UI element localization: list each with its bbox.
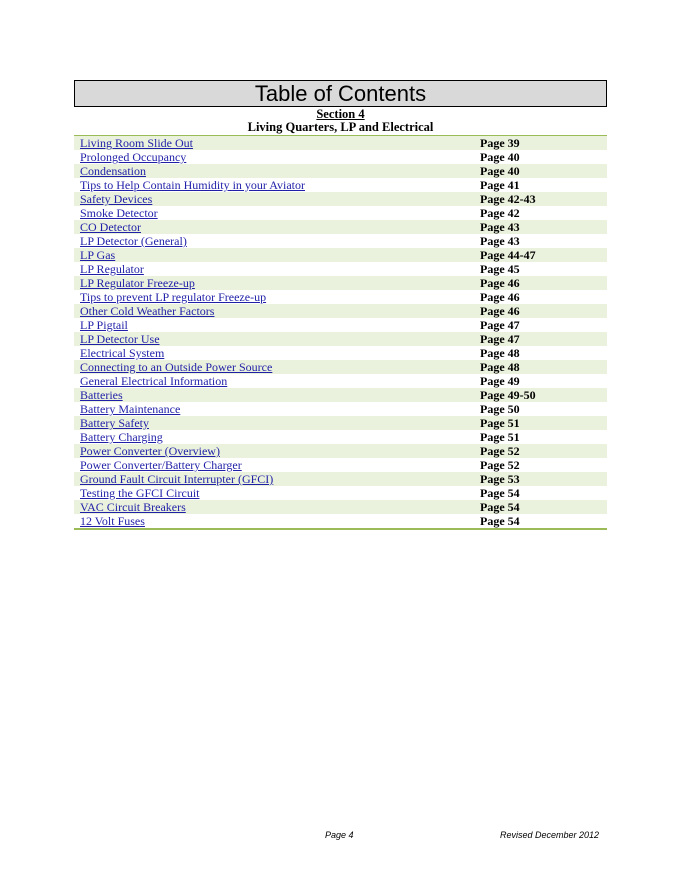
toc-entry-link[interactable]: Tips to Help Contain Humidity in your Aviator <box>80 178 306 192</box>
toc-entry-link[interactable]: Tips to prevent LP regulator Freeze-up <box>80 290 267 304</box>
toc-entry-page: Page 52 <box>480 458 520 472</box>
toc-entry-link[interactable]: General Electrical Information <box>80 374 228 388</box>
toc-row <box>74 486 607 500</box>
toc-row <box>74 262 607 276</box>
toc-entry-page: Page 48 <box>480 360 520 374</box>
toc-entry-page: Page 39 <box>480 136 520 150</box>
toc-entry-page: Page 51 <box>480 430 520 444</box>
toc-entry-page: Page 54 <box>480 514 520 528</box>
toc-row <box>74 514 607 528</box>
toc-entry-page: Page 42 <box>480 206 520 220</box>
toc-row <box>74 192 607 206</box>
footer-revision: Revised December 2012 <box>500 830 600 840</box>
toc-entry-link[interactable]: Testing the GFCI Circuit <box>80 486 200 500</box>
toc-entry-link[interactable]: Other Cold Weather Factors <box>80 304 215 318</box>
toc-row <box>74 206 607 220</box>
toc-row <box>74 458 607 472</box>
toc-entry-link[interactable]: Connecting to an Outside Power Source <box>80 360 273 374</box>
toc-entry-page: Page 46 <box>480 304 520 318</box>
toc-row <box>74 444 607 458</box>
toc-entry-link[interactable]: Battery Safety <box>80 416 149 430</box>
toc-row <box>74 248 607 262</box>
toc-row <box>74 136 607 150</box>
toc-entry-link[interactable]: CO Detector <box>80 220 141 234</box>
toc-row <box>74 472 607 486</box>
toc-entry-page: Page 40 <box>480 150 520 164</box>
toc-row <box>74 318 607 332</box>
toc-entry-page: Page 48 <box>480 346 520 360</box>
toc-row <box>74 234 607 248</box>
toc-entry-page: Page 54 <box>480 486 520 500</box>
section-number: Section 4 <box>316 107 365 121</box>
toc-row <box>74 360 607 374</box>
toc-entry-page: Page 46 <box>480 276 520 290</box>
toc-entry-page: Page 40 <box>480 164 520 178</box>
toc-entry-link[interactable]: LP Pigtail <box>80 318 128 332</box>
section-name: Living Quarters, LP and Electrical <box>247 120 434 134</box>
toc-entry-link[interactable]: LP Regulator Freeze-up <box>80 276 195 290</box>
toc-entry-page: Page 44-47 <box>480 248 536 262</box>
toc-entry-link[interactable]: Smoke Detector <box>80 206 158 220</box>
toc-entry-link[interactable]: VAC Circuit Breakers <box>80 500 186 514</box>
toc-entry-link[interactable]: Ground Fault Circuit Interrupter (GFCI) <box>80 472 274 486</box>
toc-entry-link[interactable]: Safety Devices <box>80 192 153 206</box>
toc-row <box>74 150 607 164</box>
toc-row <box>74 276 607 290</box>
toc-entry-page: Page 49-50 <box>480 388 536 402</box>
toc-entry-link[interactable]: Prolonged Occupancy <box>80 150 187 164</box>
toc-row <box>74 332 607 346</box>
toc-entry-page: Page 45 <box>480 262 520 276</box>
toc-row <box>74 178 607 192</box>
toc-row <box>74 290 607 304</box>
toc-entry-link[interactable]: 12 Volt Fuses <box>80 514 145 528</box>
toc-entry-link[interactable]: Power Converter/Battery Charger <box>80 458 242 472</box>
toc-entry-page: Page 53 <box>480 472 520 486</box>
toc-entry-page: Page 52 <box>480 444 520 458</box>
toc-entry-page: Page 42-43 <box>480 192 536 206</box>
toc-row <box>74 388 607 402</box>
toc-entry-link[interactable]: Condensation <box>80 164 146 178</box>
toc-entry-link[interactable]: Power Converter (Overview) <box>80 444 220 458</box>
toc-entry-link[interactable]: LP Detector (General) <box>80 234 187 248</box>
toc-entry-page: Page 54 <box>480 500 520 514</box>
toc-entry-page: Page 43 <box>480 234 520 248</box>
toc-entry-link[interactable]: LP Detector Use <box>80 332 160 346</box>
toc-entry-link[interactable]: Batteries <box>80 388 123 402</box>
section-heading <box>74 108 607 134</box>
toc-entry-page: Page 47 <box>480 332 520 346</box>
toc-entry-page: Page 47 <box>480 318 520 332</box>
toc-entry-link[interactable]: LP Gas <box>80 248 116 262</box>
toc-row <box>74 500 607 514</box>
footer-page-number: Page 4 <box>325 830 354 840</box>
toc-entry-link[interactable]: Battery Maintenance <box>80 402 181 416</box>
toc-row <box>74 164 607 178</box>
toc-entry-page: Page 49 <box>480 374 520 388</box>
toc-row <box>74 304 607 318</box>
toc-entry-page: Page 46 <box>480 290 520 304</box>
toc-entry-page: Page 50 <box>480 402 520 416</box>
toc-row <box>74 220 607 234</box>
toc-row <box>74 416 607 430</box>
toc-row <box>74 374 607 388</box>
toc-entry-link[interactable]: Electrical System <box>80 346 165 360</box>
toc-entry-link[interactable]: Battery Charging <box>80 430 163 444</box>
toc-entry-link[interactable]: LP Regulator <box>80 262 144 276</box>
toc-row <box>74 430 607 444</box>
toc-entry-page: Page 43 <box>480 220 520 234</box>
toc-title: Table of Contents <box>74 80 607 107</box>
toc-table <box>74 135 607 530</box>
toc-entry-page: Page 41 <box>480 178 520 192</box>
toc-entry-page: Page 51 <box>480 416 520 430</box>
toc-row <box>74 346 607 360</box>
toc-entry-link[interactable]: Living Room Slide Out <box>80 136 194 150</box>
toc-row <box>74 402 607 416</box>
